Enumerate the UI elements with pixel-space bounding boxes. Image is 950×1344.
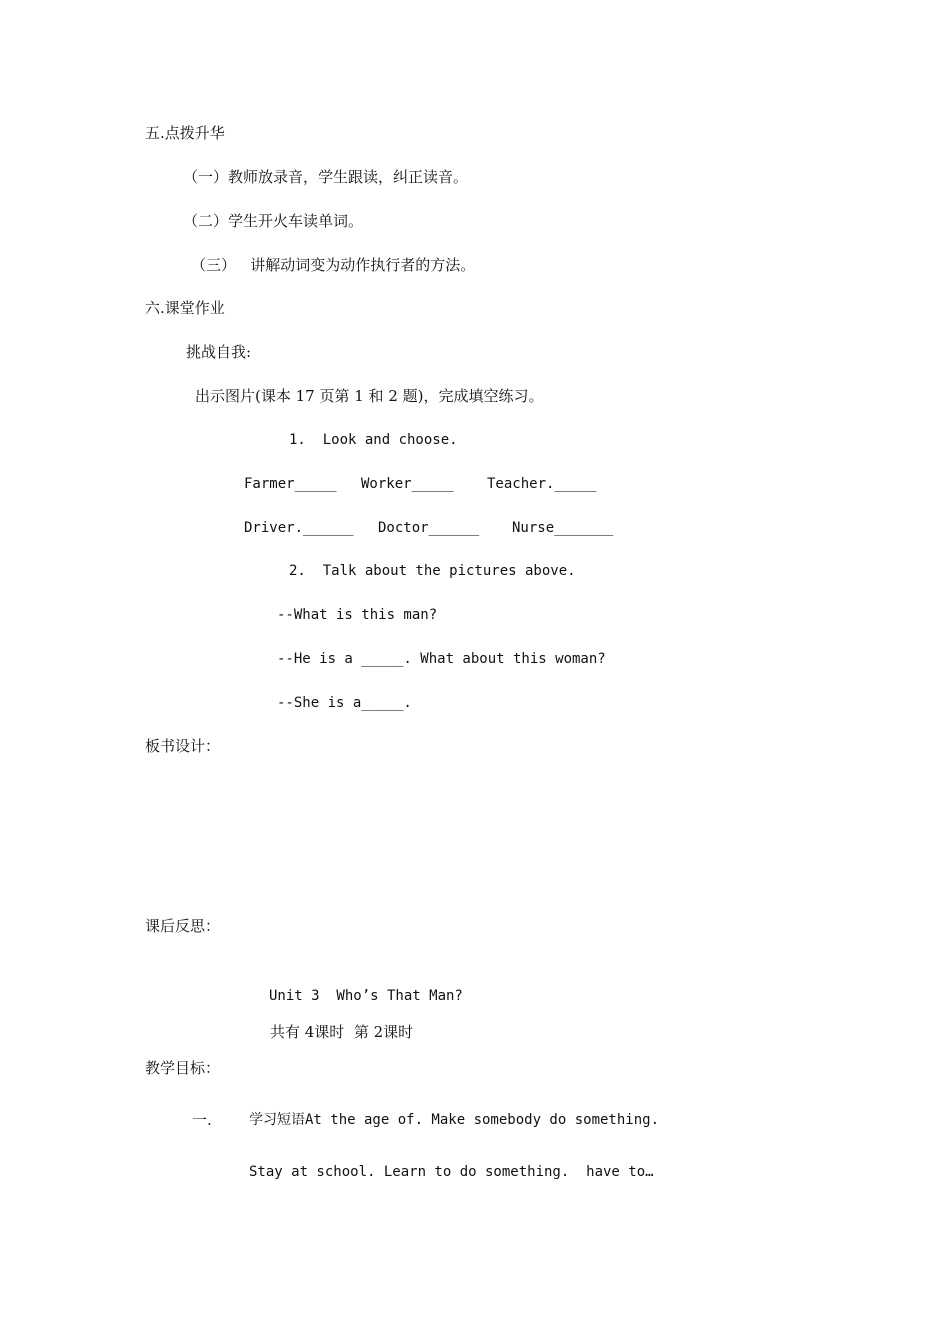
challenge-label: 挑战自我: bbox=[186, 343, 252, 361]
blank-worker: Worker_____ bbox=[361, 476, 454, 492]
question-2: 2. Talk about the pictures above. bbox=[289, 563, 576, 579]
teaching-goals-heading: 教学目标： bbox=[145, 1059, 221, 1077]
section-6-heading: 六.课堂作业 bbox=[145, 299, 225, 317]
blank-farmer: Farmer_____ bbox=[244, 476, 337, 492]
unit-title: Unit 3 Who’s That Man? bbox=[269, 988, 463, 1004]
blank-driver: Driver.______ bbox=[244, 520, 354, 536]
dialogue-line-2: --He is a _____. What about this woman? bbox=[277, 651, 606, 667]
exercise-intro: 出示图片(课本 17 页第 1 和 2 题)，完成填空练习。 bbox=[195, 387, 544, 405]
section-5-item-3: （三） 讲解动词变为动作执行者的方法。 bbox=[191, 256, 476, 274]
lesson-period: 共有 4课时 第 2课时 bbox=[270, 1023, 414, 1041]
section-5-item-1: （一）教师放录音，学生跟读，纠正读音。 bbox=[183, 168, 469, 186]
dialogue-line-1: --What is this man? bbox=[277, 607, 438, 623]
blank-doctor: Doctor______ bbox=[378, 520, 480, 536]
goal-1-line-1: 学习短语At the age of. Make somebody do something. bbox=[249, 1112, 660, 1128]
board-design-label: 板书设计： bbox=[145, 737, 221, 755]
dialogue-line-3: --She is a_____. bbox=[277, 695, 412, 711]
section-5-heading: 五.点拨升华 bbox=[145, 124, 225, 142]
goal-1-number: 一. bbox=[192, 1111, 212, 1129]
question-1: 1. Look and choose. bbox=[289, 432, 458, 448]
section-5-item-2: （二）学生开火车读单词。 bbox=[183, 212, 364, 230]
reflection-label: 课后反思： bbox=[145, 917, 221, 935]
blank-nurse: Nurse_______ bbox=[512, 520, 614, 536]
blank-teacher: Teacher._____ bbox=[487, 476, 597, 492]
goal-1-line-2: Stay at school. Learn to do something. have to… bbox=[249, 1164, 654, 1180]
